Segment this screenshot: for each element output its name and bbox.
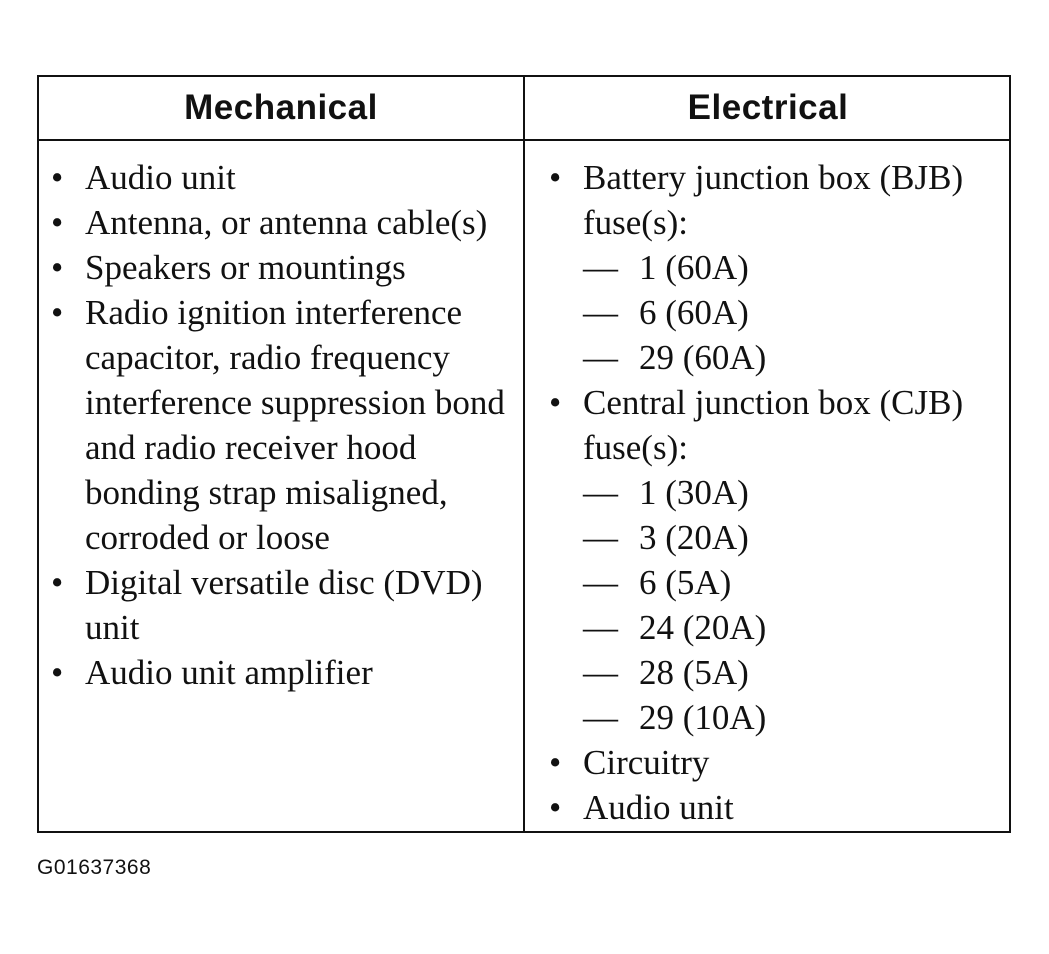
fuse-value: 28 (5A): [639, 653, 749, 692]
list-item: • Battery junction box (BJB) fuse(s):: [547, 155, 1003, 245]
fuse-value: 6 (5A): [639, 563, 732, 602]
fuse-value: 6 (60A): [639, 293, 749, 332]
fuse-subitem: [547, 470, 1003, 515]
mechanical-list: [49, 155, 515, 695]
dash-glyph: —: [583, 653, 618, 692]
list-item: • Circuitry: [547, 740, 1003, 785]
dash-glyph: —: [583, 293, 618, 332]
fuse-subitem: [547, 605, 1003, 650]
dash-glyph: —: [583, 518, 618, 557]
fuse-value: 1 (30A): [639, 473, 749, 512]
fuse-value: 29 (10A): [639, 698, 767, 737]
list-item: • Central junction box (CJB) fuse(s):: [547, 380, 1003, 470]
dash-glyph: —: [583, 608, 618, 647]
dash-glyph: —: [583, 248, 618, 287]
fuse-value: 29 (60A): [639, 338, 767, 377]
dash-glyph: —: [583, 563, 618, 602]
column-divider: [523, 77, 525, 831]
header-mechanical: Mechanical: [184, 88, 378, 127]
fuse-subitem: [547, 650, 1003, 695]
list-item: • Speakers or mountings: [49, 245, 515, 290]
fuse-value: 1 (60A): [639, 248, 749, 287]
fuse-value: 3 (20A): [639, 518, 749, 557]
list-item: • Audio unit: [547, 785, 1003, 830]
fuse-subitem: [547, 560, 1003, 605]
fuse-value: 24 (20A): [639, 608, 767, 647]
figure-id-caption: G01637368: [37, 856, 152, 879]
list-item: • Digital versatile disc (DVD) unit: [49, 560, 515, 650]
symptom-table: [37, 75, 1011, 833]
fuse-subitem: [547, 335, 1003, 380]
fuse-subitem: [547, 245, 1003, 290]
list-item: • Audio unit: [49, 155, 515, 200]
fuse-subitem: [547, 515, 1003, 560]
dash-glyph: —: [583, 698, 618, 737]
header-electrical: Electrical: [687, 88, 849, 127]
list-item: • Audio unit amplifier: [49, 650, 515, 695]
list-item: • Radio ignition interference capacitor, radio frequency interference suppression bond and radio receiver hood bonding strap misaligned, corroded or loose: [49, 290, 515, 560]
fuse-subitem: [547, 290, 1003, 335]
dash-glyph: —: [583, 338, 618, 377]
fuse-subitem: [547, 695, 1003, 740]
list-item: • Antenna, or antenna cable(s): [49, 200, 515, 245]
dash-glyph: —: [583, 473, 618, 512]
electrical-list: [547, 155, 1003, 830]
